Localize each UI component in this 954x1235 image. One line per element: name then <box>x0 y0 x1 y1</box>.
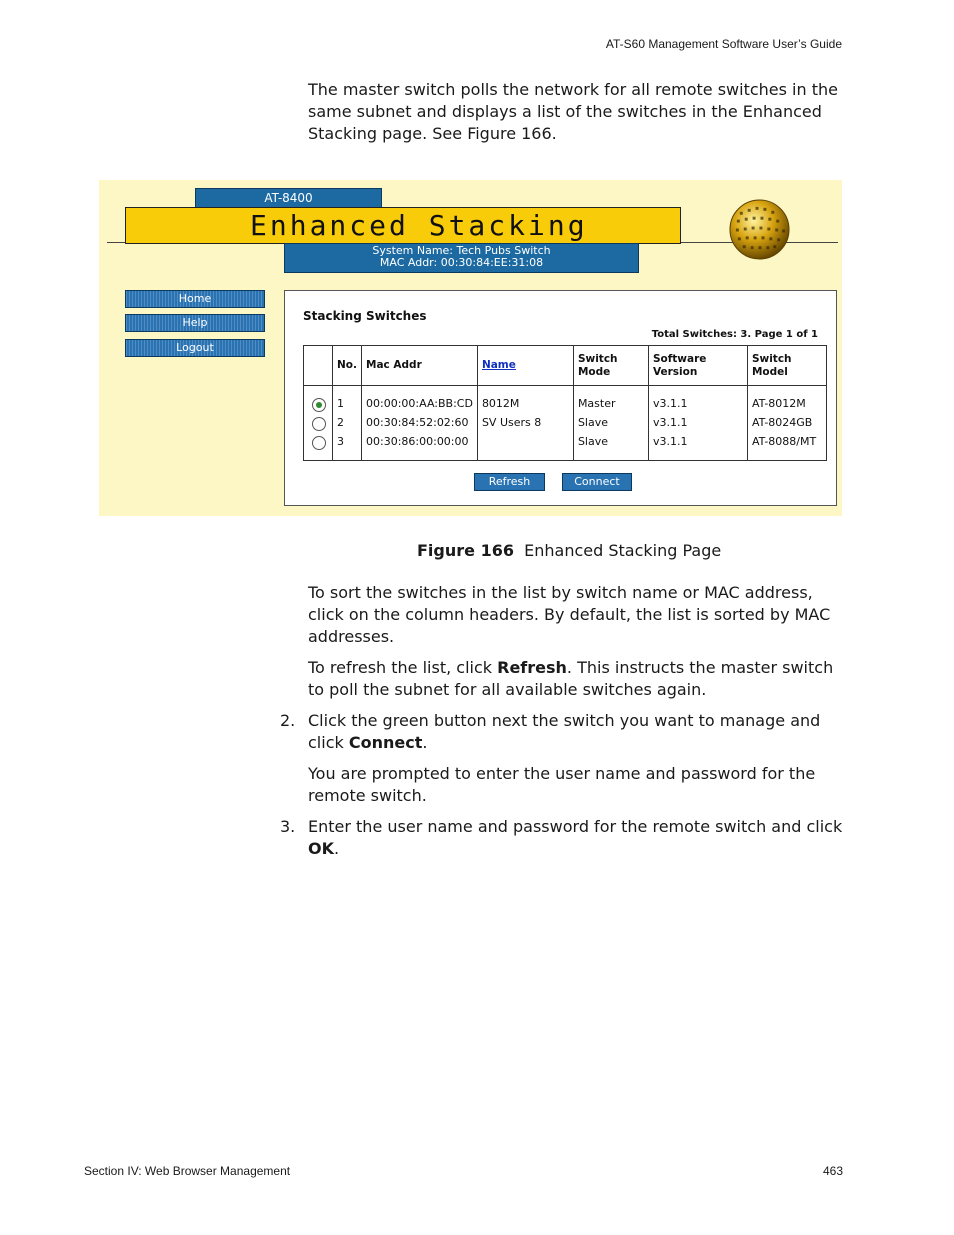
figure-caption <box>417 541 721 560</box>
row-3-mode: Slave <box>577 435 608 448</box>
refresh-button[interactable]: Refresh <box>474 473 545 491</box>
globe-logo-icon <box>728 198 791 261</box>
refresh-keyword: Refresh <box>497 658 567 677</box>
step-3-text <box>308 816 843 860</box>
select-radio-1[interactable] <box>312 398 326 412</box>
col-switch-mode: Switch Mode <box>573 346 648 386</box>
row-1-version: v3.1.1 <box>652 397 688 410</box>
col-no: No. <box>333 346 362 386</box>
mac-cell <box>362 386 478 461</box>
version-cell <box>648 386 747 461</box>
stacking-panel <box>284 290 837 506</box>
intro-paragraph: The master switch polls the network for all remote switches in the same subnet and displays a list of the switches in the Enhanced Stacking page. See Figure 166. <box>308 80 838 143</box>
step-2-c: . <box>422 733 428 752</box>
refresh-text-c: . This instructs the master switch to poll the subnet for all available switches again. <box>308 658 834 699</box>
refresh-text-a: To refresh the list, click <box>308 658 498 677</box>
row-2-model: AT-8024GB <box>751 416 813 429</box>
title-banner <box>125 207 681 244</box>
total-switches: Total Switches: 3. Page 1 of 1 <box>651 329 818 340</box>
name-cell <box>477 386 573 461</box>
system-name: System Name: Tech Pubs Switch <box>372 244 551 257</box>
refresh-paragraph <box>308 657 843 701</box>
model-cell <box>747 386 826 461</box>
page-number: 463 <box>823 1164 844 1178</box>
step-3-number: 3. <box>280 817 296 836</box>
page-title: Enhanced Stacking <box>250 209 588 242</box>
row-3-model: AT-8088/MT <box>751 435 817 448</box>
sort-paragraph: To sort the switches in the list by switch name or MAC address, click on the column headers. By default, the list is sorted by MAC addresses. <box>308 583 831 646</box>
switches-table <box>303 345 827 461</box>
nav-logout-button[interactable]: Logout <box>125 339 265 357</box>
connect-button[interactable]: Connect <box>562 473 632 491</box>
model-tab: AT-8400 <box>195 188 382 208</box>
col-switch-model: Switch Model <box>747 346 826 386</box>
col-select <box>304 346 333 386</box>
row-2-version: v3.1.1 <box>652 416 688 429</box>
select-radio-2[interactable] <box>312 417 326 431</box>
col-name[interactable] <box>477 346 573 386</box>
row-1-model: AT-8012M <box>751 397 806 410</box>
panel-title: Stacking Switches <box>303 309 427 323</box>
step-3-c: . <box>334 839 340 858</box>
caption-text: Enhanced Stacking Page <box>524 541 722 560</box>
nav-home-button[interactable]: Home <box>125 290 265 308</box>
row-1-mode: Master <box>577 397 616 410</box>
step-2-number: 2. <box>280 711 296 730</box>
select-radio-3[interactable] <box>312 436 326 450</box>
row-2-mac: 00:30:84:52:02:60 <box>366 416 469 429</box>
row-2-name: SV Users 8 <box>481 416 542 429</box>
row-3-mac: 00:30:86:00:00:00 <box>366 435 469 448</box>
step-2-text <box>308 710 843 754</box>
col-mac-addr[interactable]: Mac Addr <box>362 346 478 386</box>
ok-keyword: OK <box>308 839 334 858</box>
prompt-paragraph: You are prompted to enter the user name and password for the remote switch. <box>308 764 816 805</box>
row-3-version: v3.1.1 <box>652 435 688 448</box>
footer-section: Section IV: Web Browser Management <box>84 1164 291 1178</box>
enhanced-stacking-figure <box>99 180 842 516</box>
system-info-box <box>284 243 639 273</box>
row-3-no: 3 <box>337 435 344 448</box>
mac-address: MAC Addr: 00:30:84:EE:31:08 <box>379 256 544 269</box>
select-cell <box>304 386 333 461</box>
step-2-a: Click the green button next the switch you want to manage and click <box>308 711 821 752</box>
mode-cell <box>573 386 648 461</box>
table-header-row <box>304 346 827 386</box>
row-2-no: 2 <box>337 416 344 429</box>
connect-keyword: Connect <box>348 733 423 752</box>
row-1-name: 8012M <box>481 397 520 410</box>
row-3-name <box>482 432 569 451</box>
step-3-a: Enter the user name and password for the remote switch and click <box>308 817 843 836</box>
col-software-version: Software Version <box>648 346 747 386</box>
no-cell <box>333 386 362 461</box>
row-1-no: 1 <box>337 397 344 410</box>
nav-help-button[interactable]: Help <box>125 314 265 332</box>
row-2-mode: Slave <box>577 416 608 429</box>
table-row <box>304 386 827 461</box>
caption-label: Figure 166 <box>417 541 514 560</box>
row-1-mac: 00:00:00:AA:BB:CD <box>366 397 473 410</box>
name-sort-link[interactable]: Name <box>481 359 516 371</box>
running-header: AT-S60 Management Software User’s Guide <box>605 37 842 51</box>
